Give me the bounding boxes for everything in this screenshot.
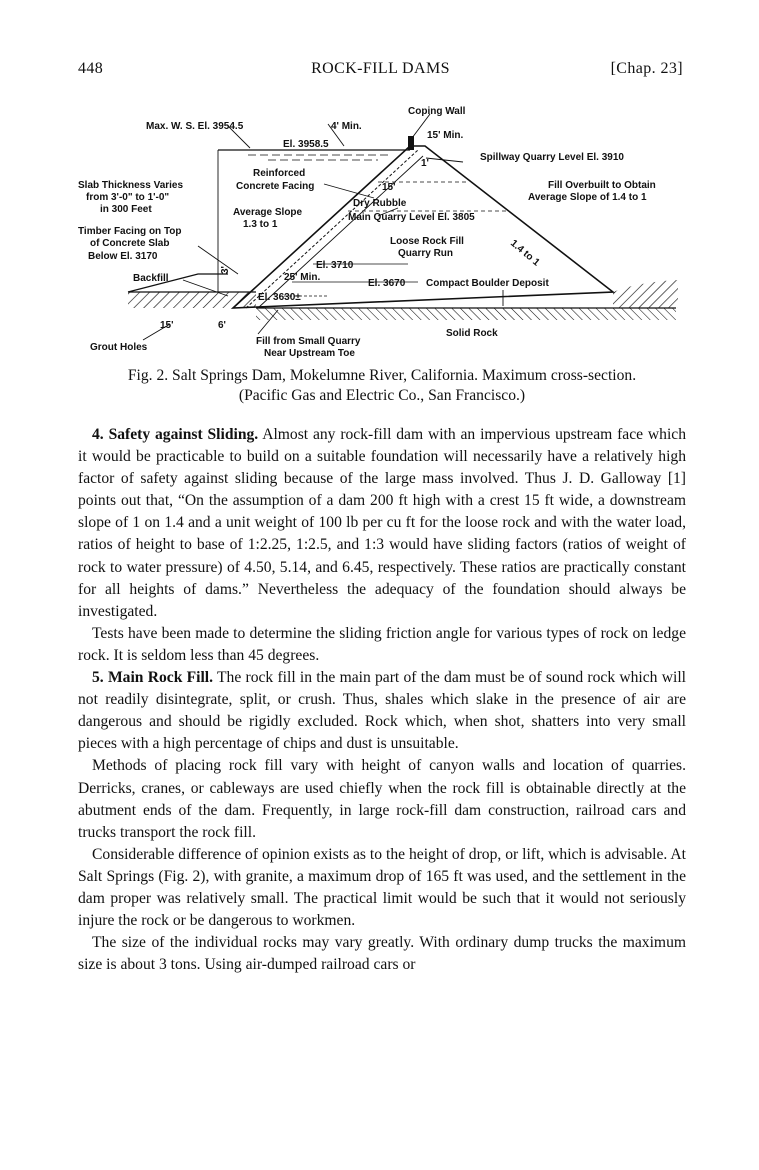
coping-wall (408, 136, 414, 150)
label-avg-slope-1: Average Slope (233, 207, 303, 218)
paragraph-text: Almost any rock-fill dam with an impervious upstream face which it would be practicable to build on a suitable foundation will necessarily have a relatively high factor of safety against sliding because of the large mass involved. Thus J. D. Galloway [1] points out that, “On the assumption of a dam 200 ft high with a crest 15 ft wide, a downstream slope of 1 on 1.4 and a unit weight of 100 lb per cu ft for the loose rock and with the water load, ratios of height to base of 1:2.25, 1:2.5, and 1:3 would have sliding factors (ratios of weight of rock to water pressure) of 4.50, 5.14, and 6.45, respectively. These ratios are practically constant for all heights of dams.” Nevertheless the adequacy of the foundation should always be investigated. (78, 426, 687, 620)
label-el-3958-5: El. 3958.5 (283, 139, 329, 150)
downstream-ground-hatch (613, 280, 678, 308)
label-15-ft: 15' (382, 182, 396, 193)
label-3-ft: 3' (220, 266, 231, 274)
label-15-min: 15' Min. (427, 130, 464, 141)
label-max-ws: Max. W. S. El. 3954.5 (146, 121, 244, 132)
solid-rock-hatch (256, 308, 676, 320)
label-loose-fill: Loose Rock Fill (390, 236, 464, 247)
dam-cross-section-figure (78, 96, 688, 366)
label-25-min: 25' Min. (284, 272, 321, 283)
label-el-3710: El. 3710 (316, 260, 354, 271)
label-reinforced: Reinforced (253, 168, 306, 179)
label-backfill: Backfill (133, 273, 169, 284)
paragraph-drop-height: Considerable difference of opinion exists as to the height of drop, or lift, which is advisable. At Salt Springs (Fig. 2), with granite, a maximum drop of 165 ft was used, and the settlement in the dam proper was relatively small. The practical limit would be such that it would not seriously injure the rock or be dangerous to workmen. (78, 845, 686, 930)
label-avg-slope-2: 1.3 to 1 (243, 219, 278, 230)
label-fill-over-1: Fill Overbuilt to Obtain (548, 180, 656, 191)
paragraph-tests: Tests have been made to determine the sliding friction angle for various types of rock on ledge rock. It is seldom less than 45 degrees. (78, 624, 686, 664)
label-main-quarry: Main Quarry Level El. 3805 (348, 212, 475, 223)
caption-line-2: (Pacific Gas and Electric Co., San Francisco.) (238, 387, 526, 404)
section-heading: Safety against Sliding. (108, 426, 259, 443)
chapter-label: [Chap. 23] (610, 60, 683, 77)
label-slab-1: Slab Thickness Varies (78, 180, 184, 191)
running-title: ROCK-FILL DAMS (311, 60, 450, 77)
label-quarry-run: Quarry Run (398, 248, 454, 259)
paragraph-methods: Methods of placing rock fill vary with height of canyon walls and location of quarries. Derricks, cranes, or cableways are used chiefly when the rock fill is obtainable directly at the abutment ends of the dam. Frequently, in large rock-fill dam construction, railroad cars and trucks transport the rock fill. (78, 757, 686, 841)
section-number: 5. (92, 669, 104, 687)
label-el-3630: El. 3630± (258, 292, 301, 303)
label-timber-1: Timber Facing on Top (78, 226, 182, 237)
figure-caption (78, 366, 686, 406)
label-4-min: 4' Min. (331, 121, 362, 132)
label-dry-rubble: Dry Rubble (353, 198, 407, 209)
label-coping-wall: Coping Wall (408, 106, 466, 117)
label-timber-2: of Concrete Slab (90, 238, 170, 249)
label-1-ft: 1' (421, 158, 429, 169)
label-slab-2: from 3'-0" to 1'-0" (86, 192, 170, 203)
label-el-3670: El. 3670 (368, 278, 406, 289)
paragraph-rock-size: The size of the individual rocks may vary greatly. With ordinary dump trucks the maximum size is about 3 tons. Using air-dumped railroad cars or (78, 934, 686, 974)
section-heading: Main Rock Fill. (107, 669, 214, 687)
label-grout-holes: Grout Holes (90, 342, 148, 353)
label-compact-boulder: Compact Boulder Deposit (426, 278, 549, 289)
caption-line-1: Fig. 2. Salt Springs Dam, Mokelumne River, California. Maximum cross-section. (127, 367, 637, 384)
label-fill-small-quarry-2: Near Upstream Toe (264, 348, 355, 359)
label-fill-over-2: Average Slope of 1.4 to 1 (528, 192, 647, 203)
label-slope-1-4-to-1: 1.4 to 1 (508, 237, 542, 269)
label-15-ft-bottom: 15' (160, 320, 174, 331)
label-fill-small-quarry-1: Fill from Small Quarry (256, 336, 361, 347)
label-6-ft-bottom: 6' (218, 320, 226, 331)
label-solid-rock: Solid Rock (446, 328, 498, 339)
label-concrete-facing: Concrete Facing (236, 181, 315, 192)
paragraph-main-rock-fill (78, 667, 686, 755)
paragraph-text: The rock fill in the main part of the dam must be of sound rock which will not readily disintegrate, split, or crush. Thus, shales which slake in the presence of air are dangerous and should be rigidly excluded. Rock which, when shot, shatters into very small pieces with a high percentage of chips and dust is unsuitable. (78, 669, 686, 753)
section-number: 4. (92, 426, 104, 443)
body-text (78, 424, 686, 976)
paragraph-safety-sliding (78, 424, 686, 623)
label-timber-3: Below El. 3170 (88, 251, 158, 262)
dam-diagram (78, 96, 688, 366)
label-slab-3: in 300 Feet (100, 204, 152, 215)
label-spillway-quarry: Spillway Quarry Level El. 3910 (480, 152, 624, 163)
page-number: 448 (78, 60, 104, 77)
running-header (78, 60, 683, 84)
